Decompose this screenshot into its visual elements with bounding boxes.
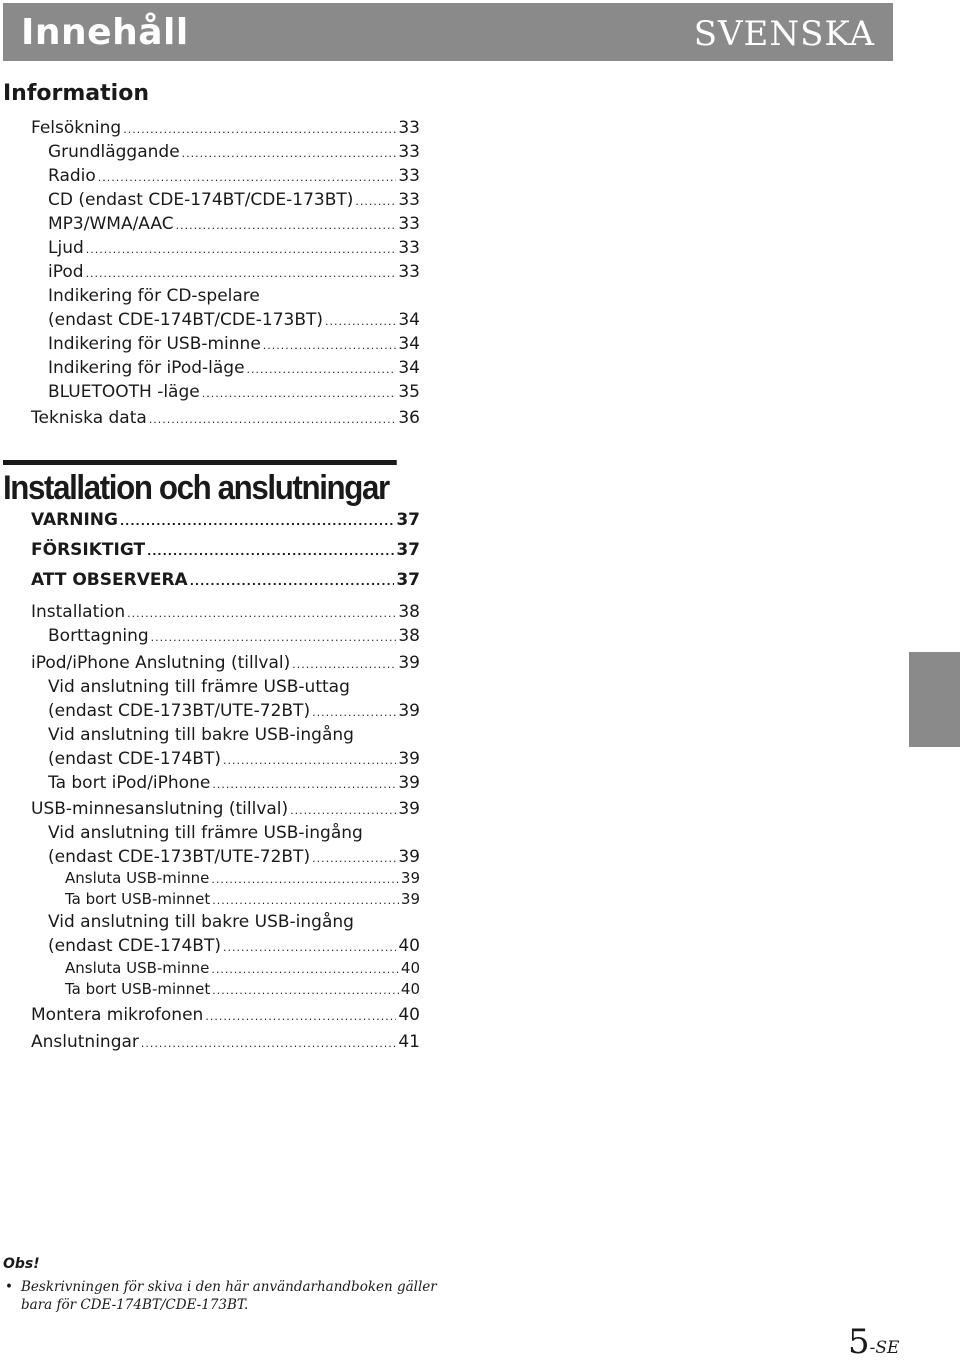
section-heading-information: Information bbox=[3, 81, 149, 106]
note-block bbox=[3, 1256, 443, 1314]
toc-entry[interactable]: Installation ..... 38 bbox=[31, 600, 420, 624]
toc-entry[interactable]: MP3/WMA/AAC ..... 33 bbox=[48, 212, 420, 236]
page-number-suffix: -SE bbox=[869, 1338, 900, 1358]
toc-entry[interactable]: (endast CDE-174BT/CDE-173BT) ..... 34 bbox=[48, 308, 420, 332]
toc-entry[interactable]: Ta bort USB-minnet ..... 39 bbox=[65, 889, 420, 909]
toc-entry[interactable]: iPod/iPhone Anslutning (tillval) ..... 39 bbox=[31, 651, 420, 675]
toc-entry-heading: Vid anslutning till bakre USB-ingång bbox=[48, 912, 354, 932]
toc-entry[interactable]: (endast CDE-174BT) ..... 39 bbox=[48, 747, 420, 771]
toc-entry[interactable]: iPod ..... 33 bbox=[48, 260, 420, 284]
toc-entry[interactable]: (endast CDE-173BT/UTE-72BT) ..... 39 bbox=[48, 699, 420, 723]
header-bar bbox=[3, 3, 893, 61]
toc-entry[interactable]: ATT OBSERVERA ..... 37 bbox=[31, 568, 420, 592]
toc-entry[interactable]: Montera mikrofonen ..... 40 bbox=[31, 1003, 420, 1027]
note-title: Obs! bbox=[3, 1256, 40, 1272]
toc-entry[interactable]: Felsökning ..... 33 bbox=[31, 116, 420, 140]
toc-entry[interactable]: CD (endast CDE-174BT/CDE-173BT) ..... 33 bbox=[48, 188, 420, 212]
toc-entry-heading: Vid anslutning till främre USB-ingång bbox=[48, 823, 363, 843]
page-title: Innehåll bbox=[21, 11, 189, 53]
toc-entry[interactable]: Tekniska data ..... 36 bbox=[31, 406, 420, 430]
toc-entry[interactable]: Radio ..... 33 bbox=[48, 164, 420, 188]
toc-entry[interactable]: Indikering för iPod-läge ..... 34 bbox=[48, 356, 420, 380]
toc-entry-heading: Vid anslutning till främre USB-uttag bbox=[48, 677, 350, 697]
side-tab-marker bbox=[909, 652, 960, 747]
toc-entry[interactable]: (endast CDE-174BT) ..... 40 bbox=[48, 934, 420, 958]
toc-entry-heading: Vid anslutning till bakre USB-ingång bbox=[48, 725, 354, 745]
note-list bbox=[3, 1278, 443, 1314]
toc-entry[interactable]: Borttagning ..... 38 bbox=[48, 624, 420, 648]
toc-entry[interactable]: (endast CDE-173BT/UTE-72BT) ..... 39 bbox=[48, 845, 420, 869]
toc-entry[interactable]: Ta bort iPod/iPhone ..... 39 bbox=[48, 771, 420, 795]
language-label: SVENSKA bbox=[693, 14, 875, 54]
toc-entry[interactable]: VARNING ..... 37 bbox=[31, 508, 420, 532]
page-number-value: 5 bbox=[848, 1322, 870, 1362]
section-heading-installation: Installation och anslutningar bbox=[3, 460, 397, 508]
toc-entry[interactable]: Ansluta USB-minne ..... 40 bbox=[65, 958, 420, 978]
note-item: • Beskrivningen för skiva i den här användarhandboken gäller bara för CDE-174BT/CDE-173BT. bbox=[3, 1278, 443, 1314]
page-number bbox=[848, 1322, 899, 1362]
toc-entry-heading: Indikering för CD-spelare bbox=[48, 286, 260, 306]
toc-entry[interactable]: Ljud ..... 33 bbox=[48, 236, 420, 260]
toc-entry[interactable]: BLUETOOTH -läge ..... 35 bbox=[48, 380, 420, 404]
toc-entry[interactable]: Anslutningar ..... 41 bbox=[31, 1030, 420, 1054]
toc-entry[interactable]: Indikering för USB-minne ..... 34 bbox=[48, 332, 420, 356]
toc-entry[interactable]: Ta bort USB-minnet ..... 40 bbox=[65, 979, 420, 999]
toc-entry[interactable]: FÖRSIKTIGT ..... 37 bbox=[31, 538, 420, 562]
toc-entry[interactable]: Grundläggande ..... 33 bbox=[48, 140, 420, 164]
toc-entry[interactable]: Ansluta USB-minne ..... 39 bbox=[65, 868, 420, 888]
toc-entry[interactable]: USB-minnesanslutning (tillval) ..... 39 bbox=[31, 797, 420, 821]
